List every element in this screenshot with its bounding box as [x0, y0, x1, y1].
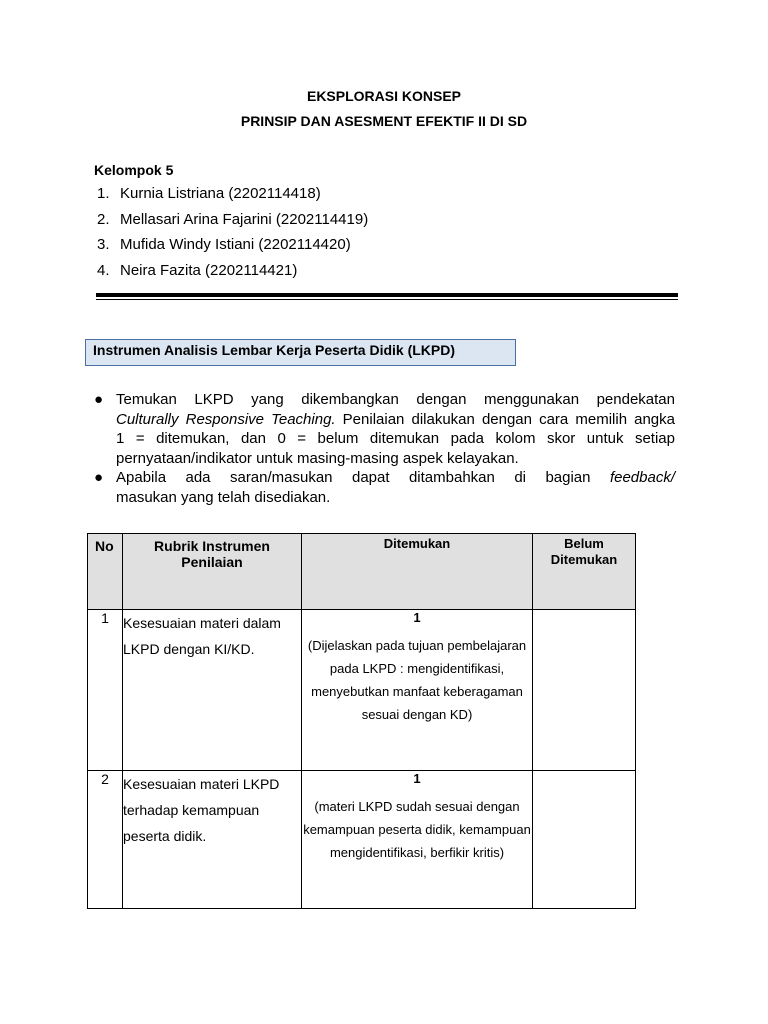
member-name: Mufida Windy Istiani (2202114420): [120, 236, 351, 253]
cell-not-found: [533, 610, 636, 771]
cell-no: 2: [88, 771, 123, 909]
instruction-item: [94, 390, 675, 468]
found-score: 1: [413, 610, 421, 625]
instruction-item: [94, 468, 675, 507]
header-rubric: Rubrik Instrumen Penilaian: [123, 534, 302, 610]
member-name: Kurnia Listriana (2202114418): [120, 185, 321, 202]
found-score: 1: [413, 771, 421, 786]
table-row: [88, 771, 636, 909]
member-item: [97, 235, 368, 261]
member-item: [97, 210, 368, 236]
section-heading: Instrumen Analisis Lembar Kerja Peserta Didik (LKPD): [85, 339, 516, 366]
header-found: Ditemukan: [302, 534, 533, 610]
member-number: 3.: [97, 236, 110, 253]
document-subtitle: PRINSIP DAN ASESMENT EFEKTIF II DI SD: [240, 113, 528, 129]
table-row: [88, 610, 636, 771]
instruction-line: 1 = ditemukan, dan 0 = belum ditemukan pada kolom skor untuk setiap: [116, 430, 675, 447]
instruction-line: masukan yang telah disediakan.: [116, 488, 331, 506]
bullet-icon: ●: [94, 391, 104, 408]
member-number: 4.: [97, 261, 110, 279]
cell-not-found: [533, 771, 636, 909]
instruction-line: [116, 410, 675, 430]
instruction-line: Temukan LKPD yang dikembangkan dengan menggunakan pendekatan: [116, 391, 675, 408]
divider-thin: [96, 299, 678, 300]
member-name: Neira Fazita (2202114421): [120, 261, 298, 279]
instruction-text: Penilaian dilakukan dengan cara memilih angka: [335, 410, 675, 428]
instruction-line: pernyataan/indikator untuk masing-masing aspek kelayakan.: [116, 449, 519, 467]
header-no: No: [88, 534, 123, 610]
instruction-line: [116, 468, 675, 488]
cell-found: [302, 771, 533, 909]
member-number: 2.: [97, 210, 110, 228]
cell-rubric: Kesesuaian materi dalam LKPD dengan KI/KD.: [123, 610, 302, 771]
rubric-table: [87, 533, 636, 909]
found-note: (materi LKPD sudah sesuai dengan kemampuan peserta didik, kemampuan mengidentifikasi, berfikir kritis): [303, 799, 531, 860]
header-not-found: Belum Ditemukan: [533, 534, 636, 610]
found-note: (Dijelaskan pada tujuan pembelajaran pada LKPD : mengidentifikasi, menyebutkan manfaat keberagaman sesuai dengan KD): [307, 638, 527, 722]
table-header-row: [88, 534, 636, 610]
cell-no: 1: [88, 610, 123, 771]
instruction-italic: feedback/: [609, 469, 675, 486]
cell-rubric: Kesesuaian materi LKPD terhadap kemampuan peserta didik.: [123, 771, 302, 909]
instruction-list: [94, 390, 675, 507]
member-number: 1.: [97, 185, 110, 202]
group-label: Kelompok 5: [94, 162, 174, 178]
bullet-icon: ●: [94, 469, 104, 486]
divider-thick: [96, 293, 678, 297]
member-item: [97, 261, 368, 287]
document-title: EKSPLORASI KONSEP: [306, 88, 462, 104]
cell-found: [302, 610, 533, 771]
member-item: [97, 184, 368, 210]
instruction-italic: Culturally Responsive Teaching.: [116, 410, 336, 428]
member-list: [97, 184, 368, 286]
instruction-text: Apabila ada saran/masukan dapat ditambahkan di bagian: [116, 469, 610, 486]
member-name: Mellasari Arina Fajarini (2202114419): [120, 210, 369, 228]
